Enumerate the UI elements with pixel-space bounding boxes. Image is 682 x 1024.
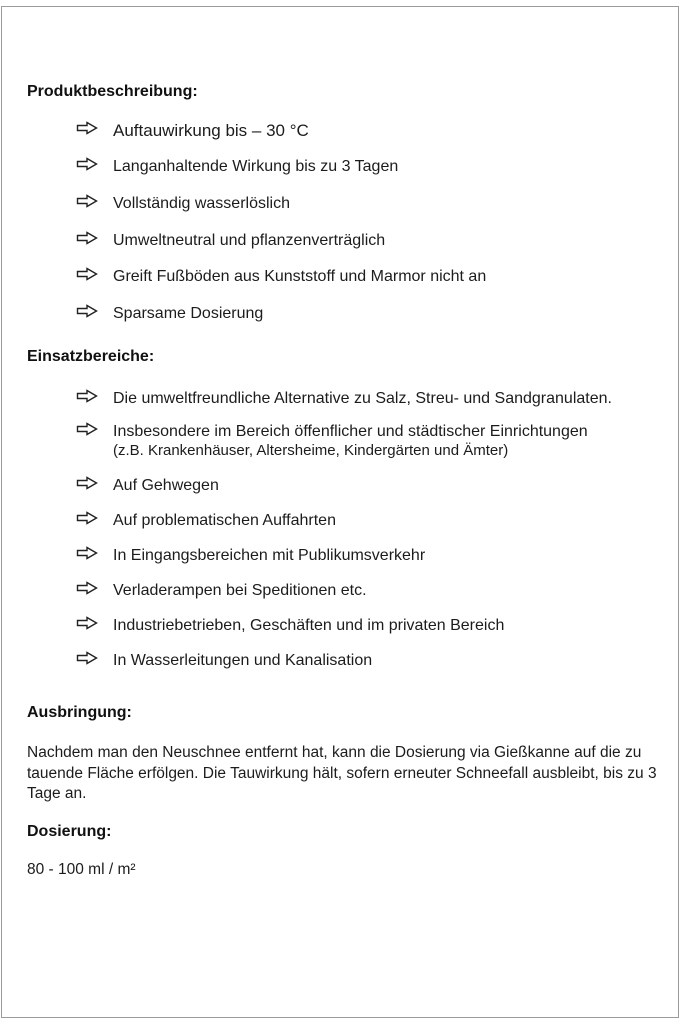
arrow-right-outline-icon xyxy=(76,422,98,436)
arrow-right-outline-icon xyxy=(76,581,98,595)
arrow-right-outline-icon xyxy=(76,651,98,665)
arrow-right-outline-icon xyxy=(76,267,98,281)
section-heading-application: Ausbringung: xyxy=(27,704,132,721)
usage-item-sub: (z.B. Krankenhäuser, Altersheime, Kindergärten und Ämter) xyxy=(113,442,509,459)
arrow-right-outline-icon xyxy=(76,511,98,525)
arrow-right-outline-icon xyxy=(76,231,98,245)
arrow-right-outline-icon xyxy=(76,389,98,403)
arrow-right-outline-icon xyxy=(76,194,98,208)
dosage-value: 80 - 100 ml / m² xyxy=(27,861,136,878)
section-heading-dosage: Dosierung: xyxy=(27,823,112,840)
usage-item-main: Insbesondere im Bereich öffenflicher und städtischer Einrichtungen xyxy=(113,423,588,440)
arrow-right-outline-icon xyxy=(76,476,98,490)
arrow-right-outline-icon xyxy=(76,546,98,560)
arrow-right-outline-icon xyxy=(76,121,98,135)
arrow-right-outline-icon xyxy=(76,616,98,630)
arrow-right-outline-icon xyxy=(76,157,98,171)
section-heading-product: Produktbeschreibung: xyxy=(27,83,198,100)
application-text: Nachdem man den Neuschnee entfernt hat, kann die Dosierung via Gießkanne auf die zu tauende Fläche erfölgen. Die Tauwirkung hält, sofern erneuter Schneefall ausbleibt, bis zu 3 Tage an. xyxy=(27,744,657,802)
section-heading-usage: Einsatzbereiche: xyxy=(27,348,155,365)
arrow-right-outline-icon xyxy=(76,304,98,318)
